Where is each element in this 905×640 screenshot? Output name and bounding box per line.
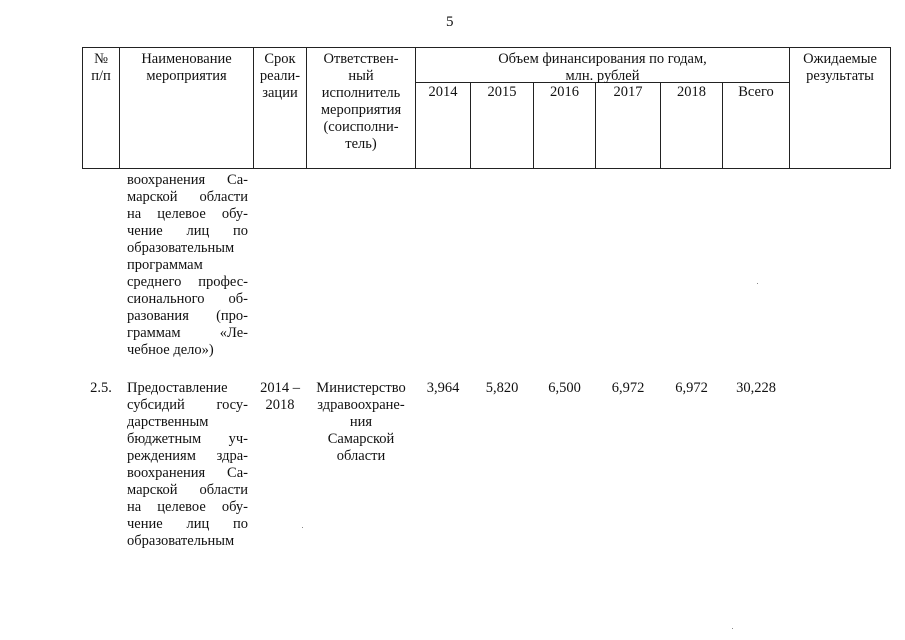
row-term: 2014 – 2018: [260, 380, 300, 413]
row-value-2015: 5,820: [485, 380, 519, 396]
scan-speck: [757, 283, 758, 284]
continuation-name-text: воохранения Са- марской области на целевое обу- чение лиц по образовательным программам среднего профес- сионального об- разования (про- граммам «Ле- чебное дело»): [127, 172, 248, 358]
header-name: Наименование мероприятия: [141, 51, 232, 84]
scan-speck: [302, 527, 303, 528]
header-year-2017: 2017: [613, 84, 643, 100]
header-year-2016: 2016: [550, 84, 579, 100]
header-bottom-border: [82, 168, 890, 169]
row-value-2018: 6,972: [675, 380, 708, 396]
header-results: Ожидаемые результаты: [803, 51, 877, 84]
header-term: Срок реали- зации: [259, 51, 301, 101]
row-responsible: Министерство здравоохране- ния Самарской области: [316, 380, 406, 464]
page-number: 5: [446, 14, 454, 30]
row-name-text: Предоставление субсидий госу- дарственным бюджетным уч- реждениям здра- воохранения Са- марской области на целевое обу- чение лиц по образовательным: [127, 380, 248, 549]
scan-speck: [732, 628, 733, 629]
header-year-2014: 2014: [428, 84, 458, 100]
row-number: 2.5.: [90, 380, 112, 396]
header-total: Всего: [738, 84, 774, 100]
row-value-2017: 6,972: [611, 380, 645, 396]
row-value-total: 30,228: [736, 380, 776, 396]
header-number: № п/п: [91, 51, 111, 84]
table-top-border: [82, 47, 890, 48]
row-value-2014: 3,964: [426, 380, 460, 396]
row-value-2016: 6,500: [548, 380, 581, 396]
header-year-2018: 2018: [677, 84, 706, 100]
header-responsible: Ответствен- ный исполнитель мероприятия (соисполни- тель): [320, 51, 402, 152]
header-funding: Объем финансирования по годам, млн. рублей: [498, 51, 707, 84]
header-year-2015: 2015: [487, 84, 517, 100]
col-border-right: [890, 47, 891, 169]
